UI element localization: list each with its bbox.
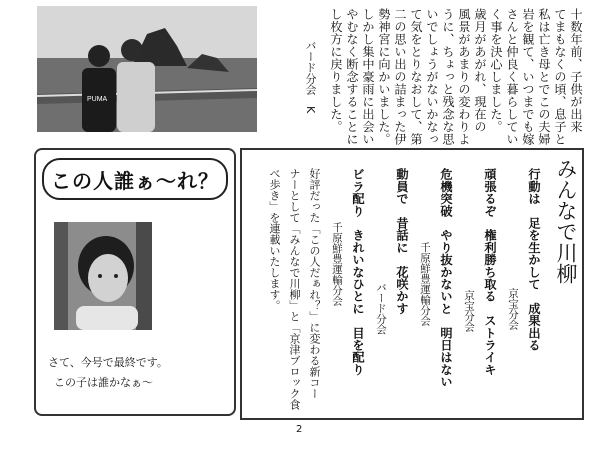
couple-photo bbox=[37, 6, 257, 132]
senryu-heading: みんなで川柳 bbox=[554, 158, 578, 284]
essay-line: 勢神宮に向かいました。 bbox=[377, 8, 391, 146]
senryu-author: 京宝分会 bbox=[463, 290, 475, 332]
essay-signature-initial: K bbox=[304, 106, 317, 114]
essay-line: 歳月があがれ、現在の bbox=[473, 8, 487, 133]
essay-line: やむなく断念することに bbox=[345, 8, 359, 146]
senryu-entry: 危機突破 やり抜かないと 明日はない bbox=[439, 168, 453, 388]
senryu-author: 千原鮮豊運輸分会 bbox=[331, 222, 343, 306]
senryu-author: 京宝分会 bbox=[507, 288, 519, 330]
child-photo bbox=[54, 222, 152, 330]
essay-line: うに、ちょっと残念な思 bbox=[441, 8, 455, 146]
senryu-notice-line: ナーとして「みんなで川柳」と「京津ブロック食 bbox=[288, 168, 301, 410]
essay-line: 風景があまりの変わりよ bbox=[457, 8, 471, 146]
senryu-entry: 行動は 足を生かして 成果出る bbox=[527, 168, 541, 351]
essay-line: さんと仲良く暮らしてい bbox=[505, 8, 519, 146]
svg-text:PUMA: PUMA bbox=[87, 96, 108, 103]
senryu-entry: ビラ配り きれいなひとに 目を配り bbox=[351, 168, 365, 376]
senryu-box bbox=[240, 148, 584, 420]
essay-line: しかし集中豪雨に出会い bbox=[361, 8, 375, 146]
essay-signature-branch: バード分会 bbox=[304, 40, 317, 95]
quiz-caption-line1: さて、今号で最終です。 bbox=[48, 356, 168, 369]
senryu-notice-line: 好評だった「この人だぁれ？」に変わる新コー bbox=[308, 168, 321, 399]
couple-photo-image bbox=[37, 6, 257, 132]
essay-text-block bbox=[272, 8, 592, 146]
quiz-box bbox=[34, 148, 236, 416]
child-photo-image bbox=[54, 222, 152, 330]
senryu-author: バード分会 bbox=[375, 282, 387, 335]
essay-line: て気をとりなおして、第 bbox=[409, 8, 423, 146]
essay-line: てまもなくの頃、息子と bbox=[553, 8, 567, 146]
essay-line: 私は亡き母とでこの夫婦 bbox=[537, 8, 551, 146]
quiz-title: この人誰ぁ～れ？ bbox=[42, 158, 228, 200]
senryu-notice-line: べ歩き」を連載いたします。 bbox=[268, 168, 281, 311]
essay-line: 岩を観て、いつまでも嫁 bbox=[521, 8, 535, 146]
senryu-author: 千原鮮豊運輸分会 bbox=[419, 242, 431, 326]
essay-line: いでしょうがないかなっ bbox=[425, 8, 439, 146]
essay-line: 十数年前、子供が出来 bbox=[569, 8, 583, 133]
senryu-entry: 動員で 昔話に 花咲かす bbox=[395, 168, 409, 315]
essay-line: 二の思い出の詰まった伊 bbox=[393, 8, 407, 146]
page-number: 2 bbox=[296, 424, 303, 435]
essay-line: し枚方に戻りました。 bbox=[329, 8, 343, 133]
senryu-entry: 頑張るぞ 権利勝ち取る ストライキ bbox=[483, 168, 497, 376]
quiz-caption-line2: この子は誰かなぁ～ bbox=[54, 376, 153, 389]
essay-line: く事を決心しました。 bbox=[489, 8, 503, 133]
